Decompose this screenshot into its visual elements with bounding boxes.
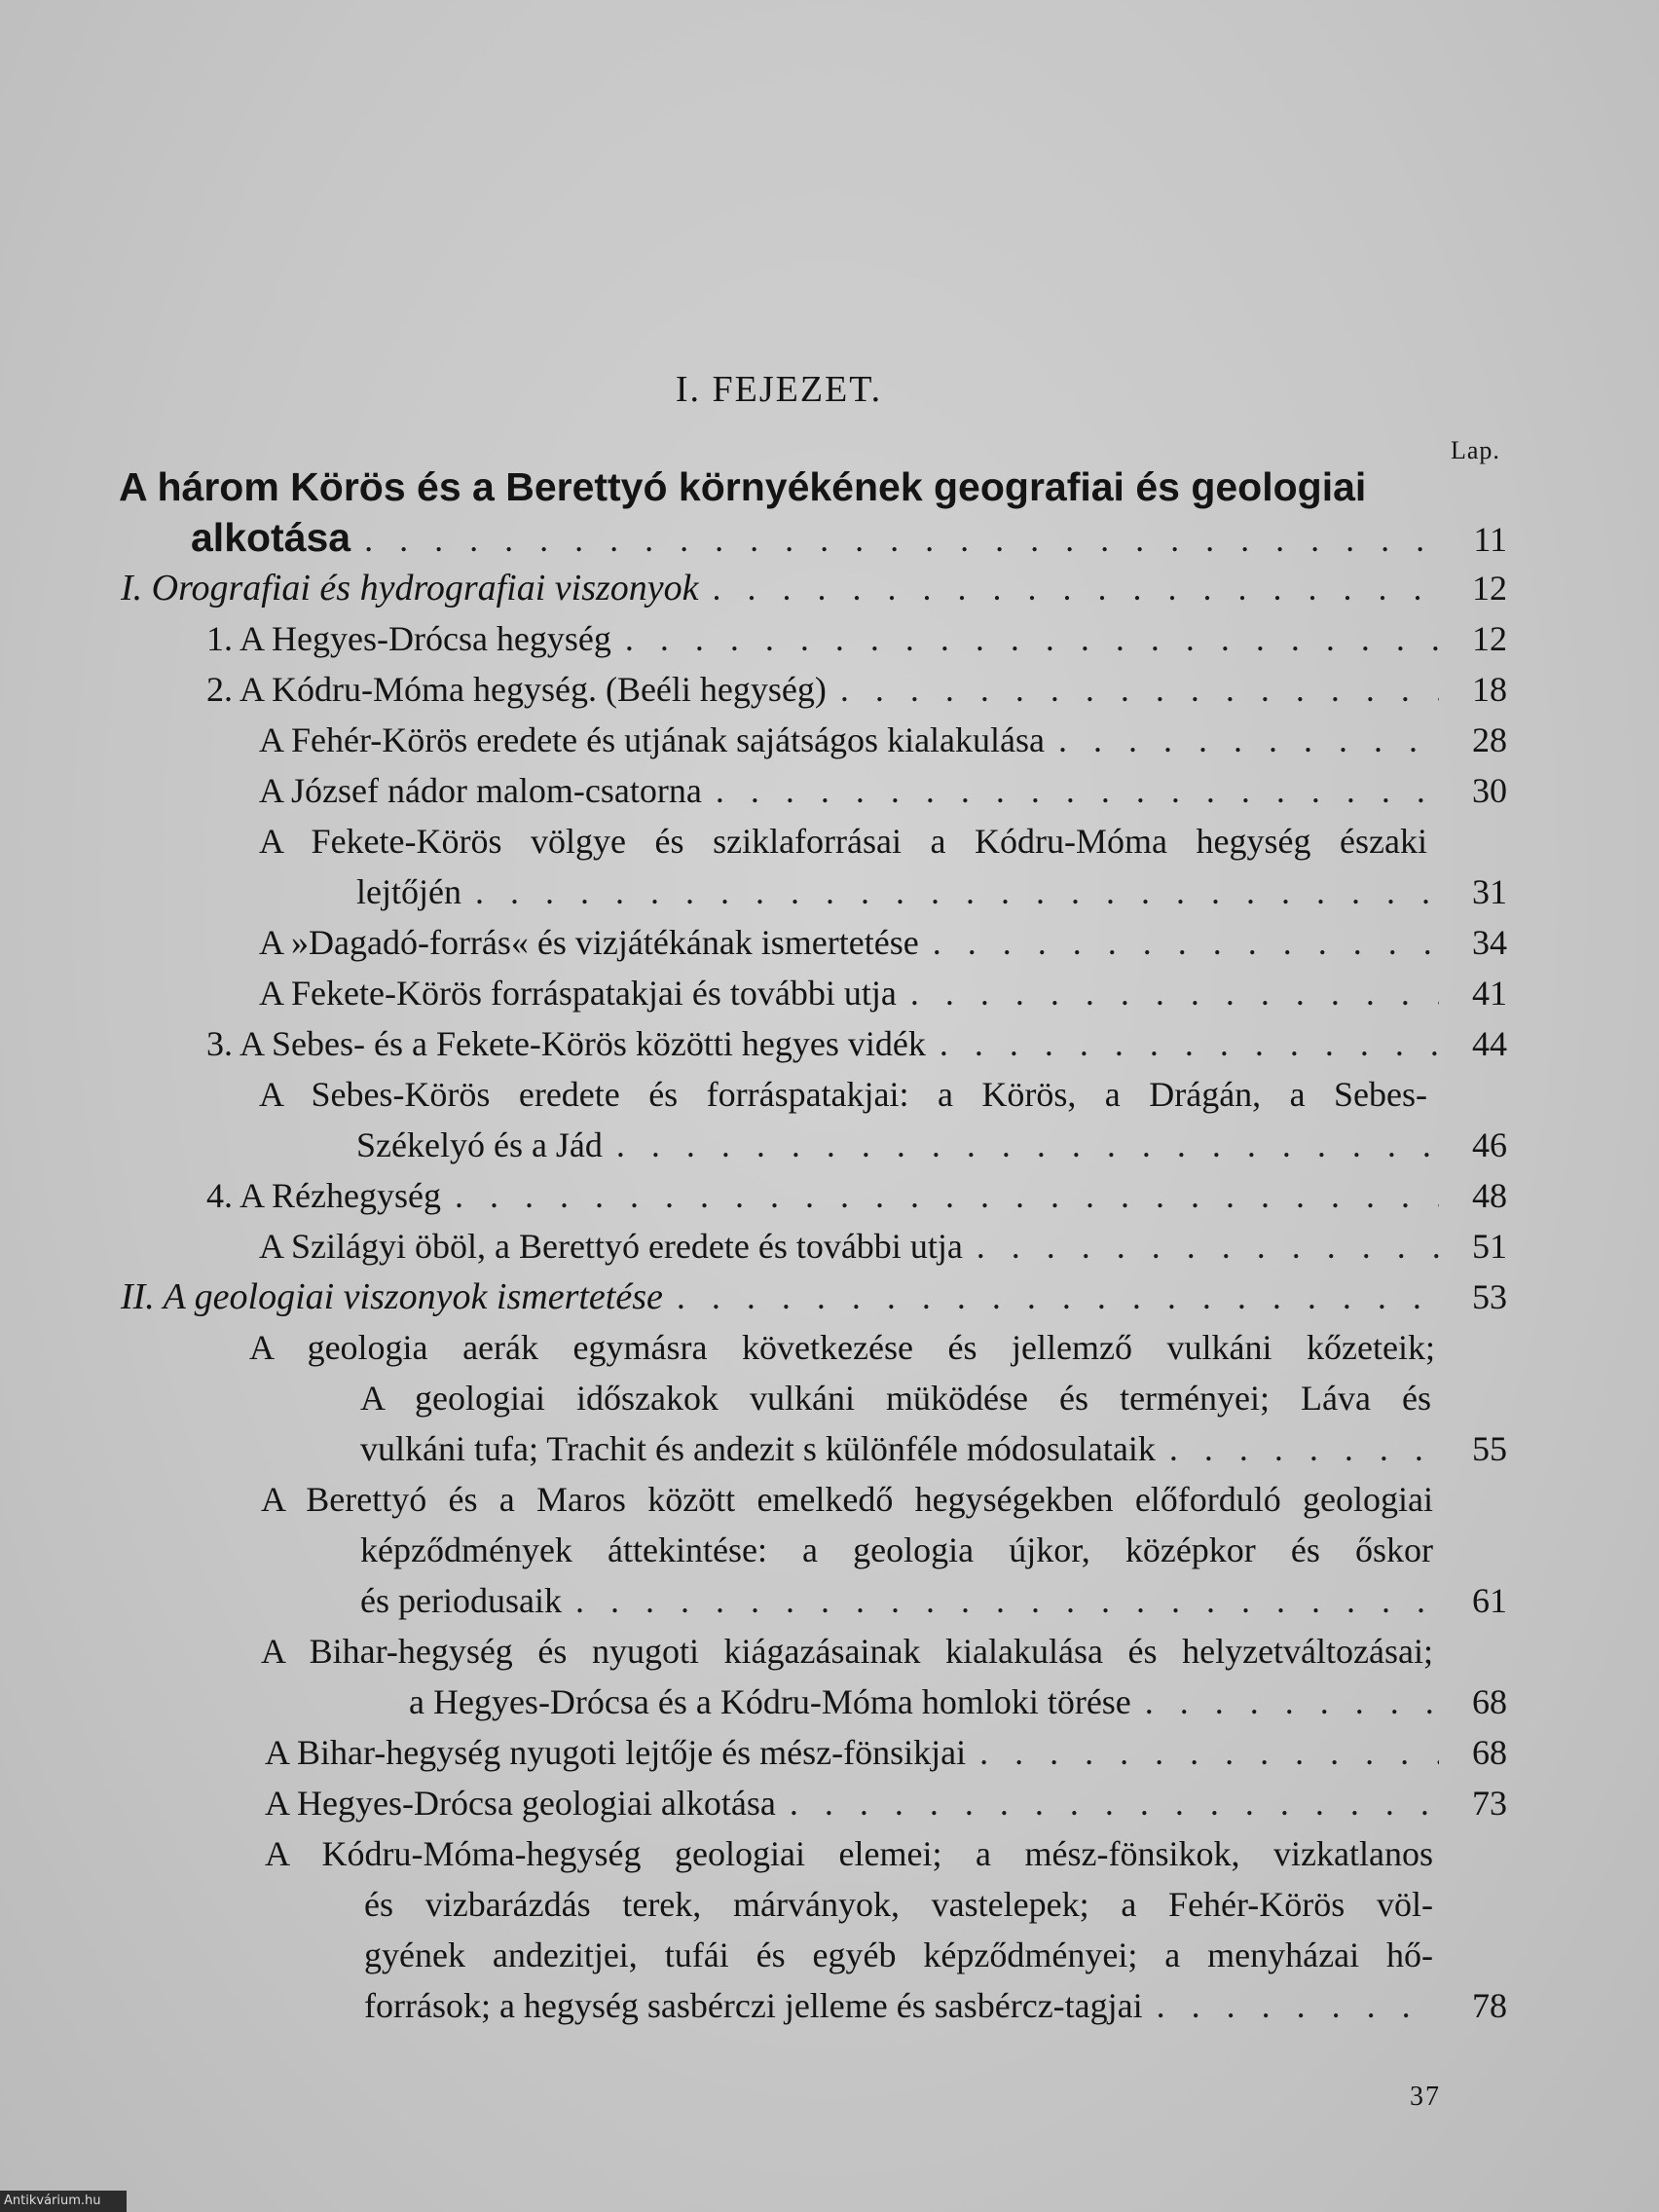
page-ref: 48 bbox=[1472, 1176, 1507, 1215]
leader-dots bbox=[461, 866, 1439, 917]
leader-dots bbox=[702, 765, 1439, 816]
toc-entry bbox=[259, 968, 1507, 1018]
toc-entry bbox=[360, 1423, 1507, 1474]
leader-dots bbox=[919, 917, 1439, 968]
page-ref: 18 bbox=[1472, 670, 1507, 709]
page-ref: 12 bbox=[1472, 569, 1507, 608]
toc-entry bbox=[259, 765, 1507, 816]
entry-title: 4. A Rézhegység bbox=[206, 1176, 441, 1215]
toc-entry bbox=[356, 1120, 1507, 1170]
entry-title: 2. A Kódru-Móma hegység. (Beéli hegység) bbox=[206, 670, 827, 709]
page-ref: 28 bbox=[1472, 720, 1507, 759]
leader-dots bbox=[966, 1727, 1439, 1778]
entry-title: vulkáni tufa; Trachit és andezit s különféle módosulataik bbox=[360, 1429, 1156, 1468]
entry-title: A Fehér-Körös eredete és utjának sajátságos kialakulása bbox=[259, 720, 1045, 759]
leader-dots bbox=[441, 1170, 1439, 1221]
leader-dots bbox=[1156, 1423, 1439, 1474]
leader-dots bbox=[776, 1778, 1439, 1828]
leader-dots bbox=[963, 1221, 1439, 1272]
toc-entry bbox=[259, 917, 1507, 968]
page-ref: 30 bbox=[1472, 771, 1507, 810]
toc-entry bbox=[206, 664, 1507, 715]
page-ref: 41 bbox=[1472, 974, 1507, 1013]
entry-title: A Bihar-hegység nyugoti lejtője és mész-fönsikjai bbox=[265, 1733, 967, 1772]
page-ref: 61 bbox=[1472, 1581, 1507, 1620]
page-ref: 46 bbox=[1472, 1125, 1507, 1164]
entry-title: és vizbarázdás terek, márványok, vastelepek; a Fehér-Körös völ- bbox=[364, 1885, 1433, 1924]
page-ref: 55 bbox=[1472, 1429, 1507, 1468]
section-title: II. A geologiai viszonyok ismertetése bbox=[121, 1276, 663, 1317]
section-title: I. Orografiai és hydrografiai viszonyok bbox=[121, 568, 699, 608]
watermark: Antikvárium.hu bbox=[0, 2191, 127, 2212]
leader-dots bbox=[562, 1575, 1439, 1626]
leader-dots bbox=[699, 563, 1439, 613]
page-ref: 53 bbox=[1472, 1277, 1507, 1316]
page-ref: 73 bbox=[1472, 1784, 1507, 1823]
page-ref: 78 bbox=[1472, 1986, 1507, 2025]
page-number: 37 bbox=[1410, 2082, 1441, 2112]
entry-title: a Hegyes-Drócsa és a Kódru-Móma homloki törése bbox=[409, 1682, 1131, 1721]
entry-title: gyének andezitjei, tufái és egyéb képződményei; a menyházai hő- bbox=[364, 1936, 1433, 1974]
leader-dots bbox=[350, 514, 1439, 565]
page-ref: 68 bbox=[1472, 1733, 1507, 1772]
page-column-label: Lap. bbox=[1451, 436, 1500, 464]
entry-title: A geologia aerák egymásra következése és jellemző vulkáni kőzeteik; bbox=[249, 1328, 1435, 1367]
leader-dots bbox=[827, 664, 1439, 715]
toc-entry bbox=[206, 1018, 1507, 1069]
entry-title: és periodusaik bbox=[360, 1581, 562, 1620]
page-ref: 31 bbox=[1472, 872, 1507, 911]
entry-title: A »Dagadó-forrás« és vizjátékának ismertetése bbox=[259, 923, 919, 962]
leader-dots bbox=[897, 968, 1439, 1018]
leader-dots bbox=[1131, 1677, 1439, 1727]
entry-title: A Fekete-Körös völgye és sziklaforrásai a Kódru-Móma hegység északi bbox=[259, 822, 1427, 861]
toc-entry bbox=[356, 866, 1507, 917]
page-ref: 12 bbox=[1472, 619, 1507, 658]
main-heading-line1 bbox=[119, 461, 1501, 512]
leader-dots bbox=[926, 1018, 1439, 1069]
page-ref: 51 bbox=[1472, 1227, 1507, 1266]
toc-entry bbox=[409, 1677, 1507, 1727]
leader-dots bbox=[1143, 1980, 1439, 2031]
leader-dots bbox=[663, 1272, 1439, 1322]
entry-title: 3. A Sebes- és a Fekete-Körös közötti hegyes vidék bbox=[206, 1024, 926, 1063]
entry-title: lejtőjén bbox=[356, 872, 461, 911]
leader-dots bbox=[1045, 715, 1439, 765]
page-ref: 34 bbox=[1472, 923, 1507, 962]
entry-title: A József nádor malom-csatorna bbox=[259, 771, 702, 810]
leader-dots bbox=[611, 613, 1439, 664]
page-ref: 68 bbox=[1472, 1682, 1507, 1721]
leader-dots bbox=[603, 1120, 1439, 1170]
entry-title: A Berettyó és a Maros között emelkedő hegységekben előforduló geologiai bbox=[261, 1480, 1433, 1519]
entry-title: Székelyó és a Jád bbox=[356, 1125, 603, 1164]
page-ref: 11 bbox=[1473, 520, 1507, 559]
entry-title: A Bihar-hegység és nyugoti kiágazásainak kialakulása és helyzetváltozásai; bbox=[261, 1632, 1433, 1671]
main-heading-line2 bbox=[191, 512, 1507, 565]
entry-title: A Fekete-Körös forráspatakjai és további utja bbox=[259, 974, 897, 1013]
entry-title: 1. A Hegyes-Drócsa hegység bbox=[206, 619, 611, 658]
chapter-heading: I. FEJEZET. bbox=[675, 369, 883, 410]
toc-entry bbox=[259, 715, 1507, 765]
entry-title: források; a hegység sasbérczi jelleme és sasbércz-tagjai bbox=[364, 1986, 1143, 2025]
main-heading-text: alkotása bbox=[191, 515, 351, 560]
page-ref: 44 bbox=[1472, 1024, 1507, 1063]
toc-entry bbox=[364, 1980, 1507, 2031]
entry-title: A Szilágyi öböl, a Berettyó eredete és további utja bbox=[259, 1227, 963, 1266]
toc-entry bbox=[360, 1575, 1507, 1626]
entry-title: A Hegyes-Drócsa geologiai alkotása bbox=[265, 1784, 776, 1823]
toc-entry bbox=[206, 613, 1507, 664]
main-heading-text: A három Körös és a Berettyó környékének geografiai és geologiai bbox=[119, 464, 1367, 509]
entry-title: A Sebes-Körös eredete és forráspatakjai: a Körös, a Drágán, a Sebes- bbox=[259, 1075, 1427, 1114]
toc-entry bbox=[265, 1727, 1507, 1778]
entry-title: A Kódru-Móma-hegység geologiai elemei; a mész-fönsikok, vizkatlanos bbox=[265, 1834, 1433, 1873]
toc-entry bbox=[265, 1778, 1507, 1828]
toc-entry bbox=[121, 563, 1507, 613]
toc-entry bbox=[206, 1170, 1507, 1221]
toc-entry bbox=[259, 1221, 1507, 1272]
entry-title: A geologiai időszakok vulkáni müködése és terményei; Láva és bbox=[360, 1379, 1431, 1418]
toc-entry bbox=[121, 1272, 1507, 1322]
entry-title: képződmények áttekintése: a geologia újkor, középkor és őskor bbox=[360, 1530, 1433, 1569]
